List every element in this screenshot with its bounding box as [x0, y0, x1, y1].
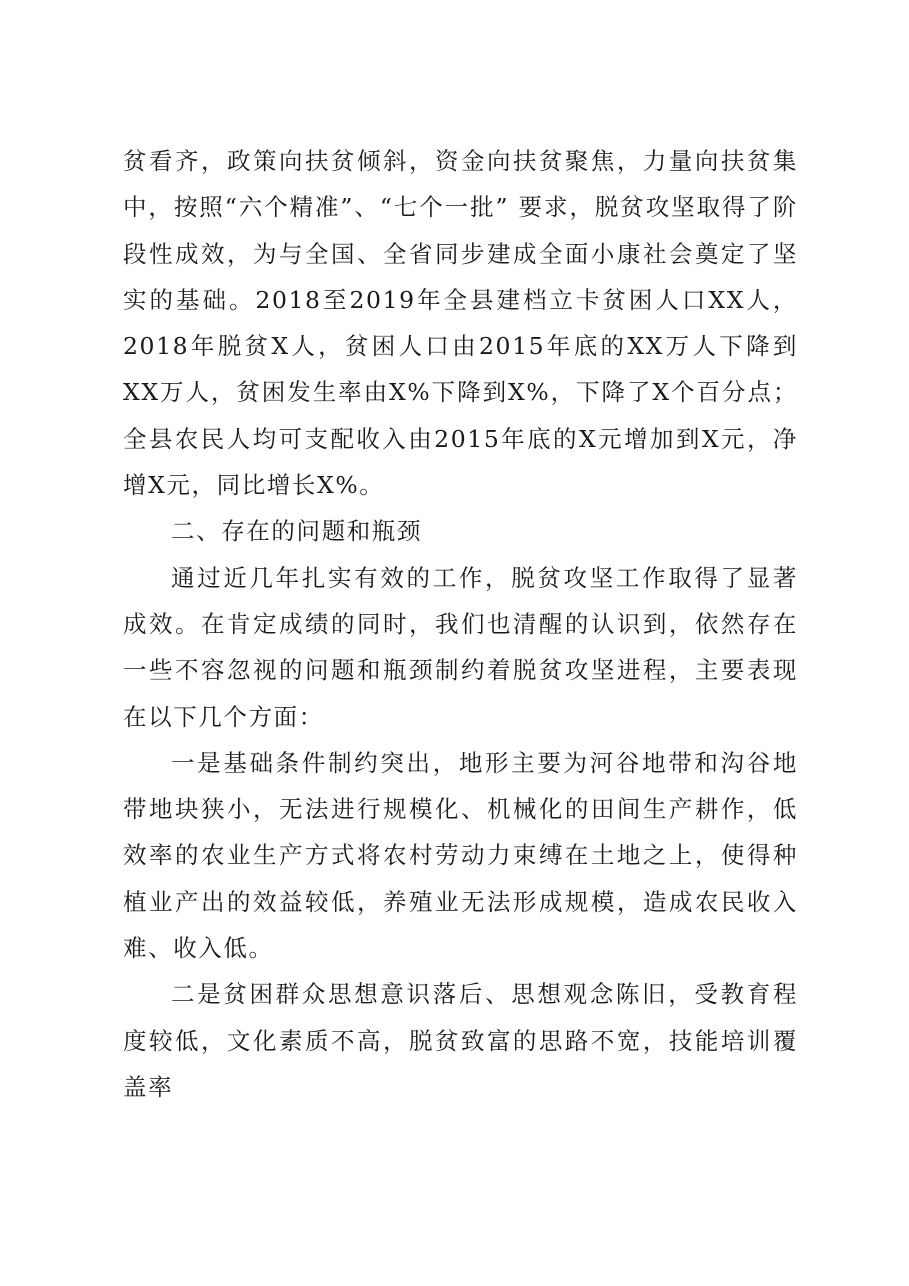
paragraph-problem-one: 一是基础条件制约突出，地形主要为河谷地带和沟谷地带地块狭小，无法进行规模化、机械化的田间生产耕作，低效率的农业生产方式将农村劳动力束缚在土地之上，使得种植业产出的效益较低，养殖业无法形成规模，造成农民收入难、收入低。 — [123, 748, 798, 963]
paragraph-problems-intro: 通过近几年扎实有效的工作，脱贫攻坚工作取得了显著成效。在肯定成绩的同时，我们也清醒的认识到，依然存在一些不容忽视的问题和瓶颈制约着脱贫攻坚进程，主要表现在以下几个方面： — [123, 563, 798, 731]
document-body — [123, 138, 798, 1110]
paragraph-problem-two: 二是贫困群众思想意识落后、思想观念陈旧，受教育程度较低，文化素质不高，脱贫致富的思路不宽，技能培训覆盖率 — [123, 980, 798, 1101]
section-heading-problems: 二、存在的问题和瓶颈 — [171, 517, 422, 546]
paragraph-poverty-achievements: 贫看齐，政策向扶贫倾斜，资金向扶贫聚焦，力量向扶贫集中，按照“六个精准”、“七个一批” 要求，脱贫攻坚取得了阶段性成效，为与全国、全省同步建成全面小康社会奠定了坚实的基础。2018至2019年全县建档立卡贫困人口XX人，2018年脱贫X人，贫困人口由2015年底的XX万人下降到XX万人，贫困发生率由X%下降到X%，下降了X个百分点；全县农民人均可支配收入由2015年底的X元增加到X元，净增X元，同比增长X%。 — [123, 147, 798, 500]
